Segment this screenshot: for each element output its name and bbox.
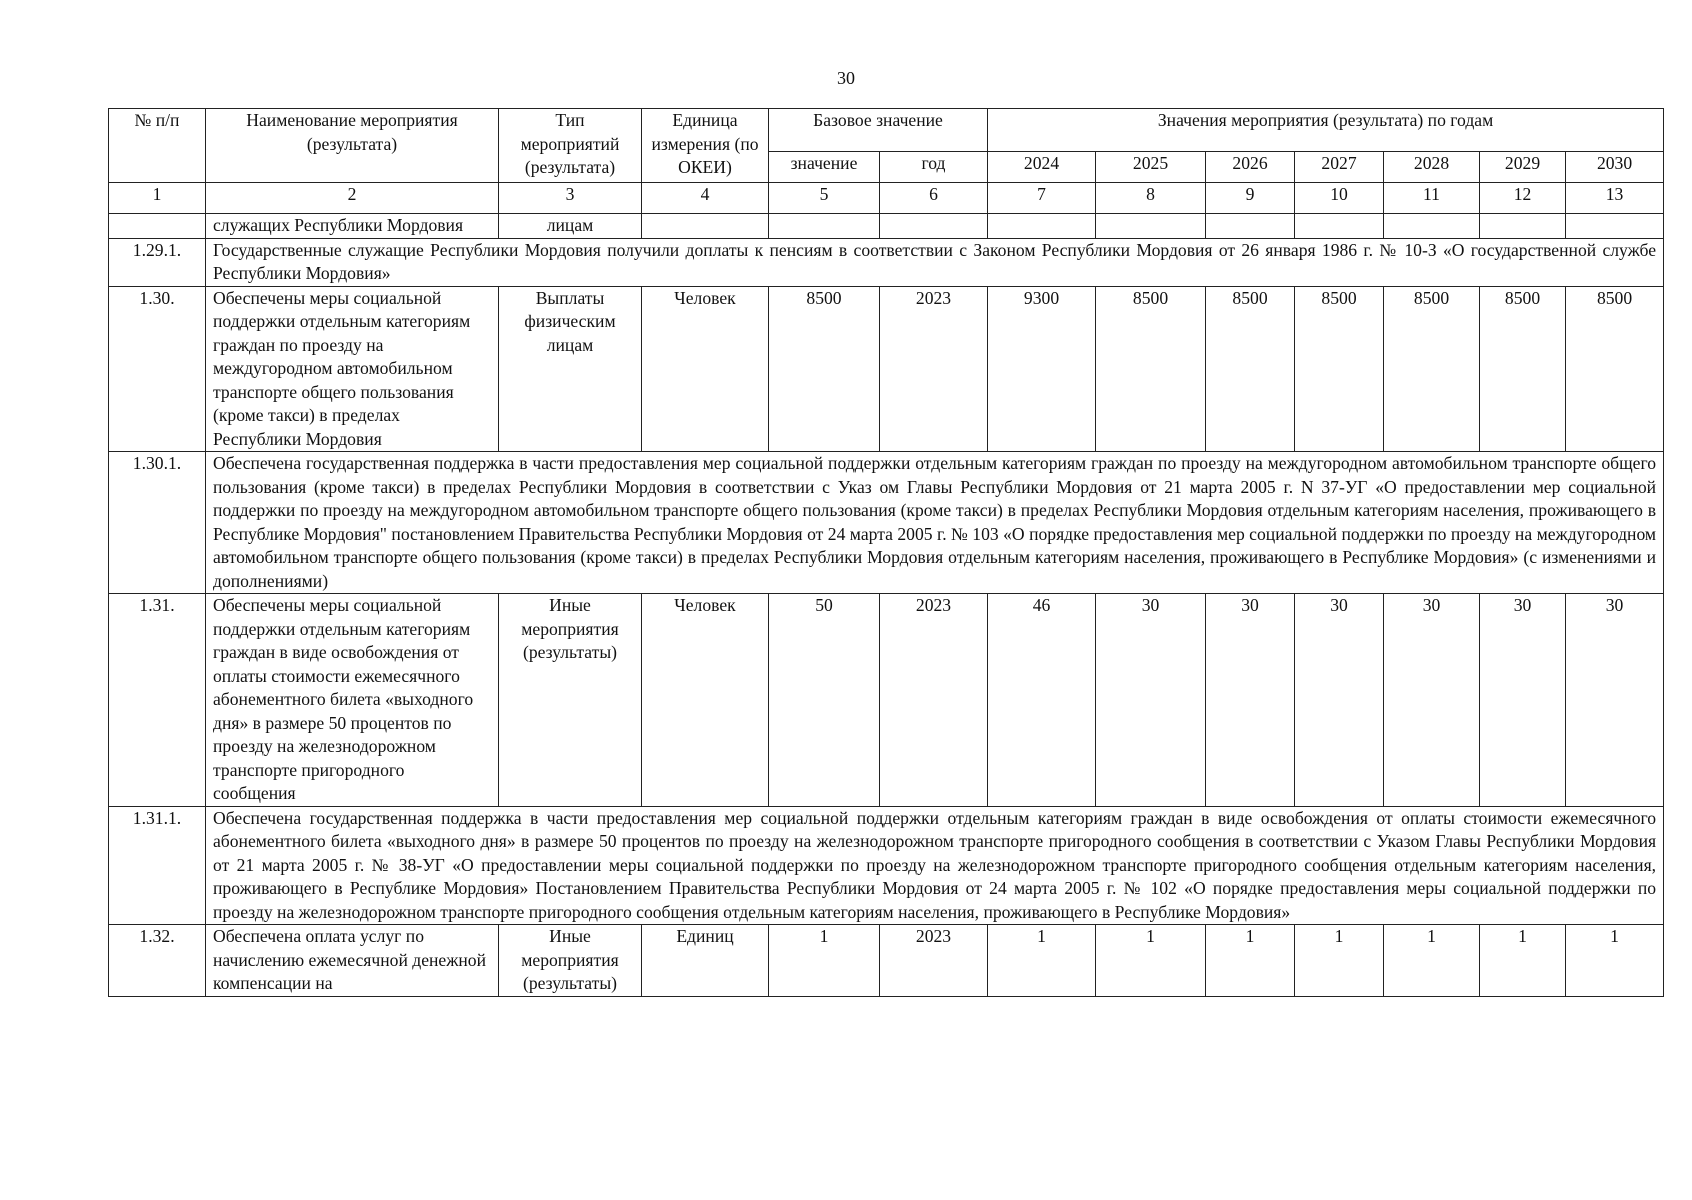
row-value: [988, 214, 1096, 239]
row-value: [1384, 214, 1480, 239]
column-number: 11: [1384, 183, 1480, 214]
row-unit: [642, 214, 769, 239]
table-row: [109, 925, 1664, 997]
row-type: Выплаты физическим лицам: [499, 286, 642, 452]
table-row: [109, 452, 1664, 594]
row-value: 8500: [1566, 286, 1664, 452]
row-value: 30: [1206, 594, 1295, 807]
row-value: [1566, 214, 1664, 239]
row-num: 1.32.: [109, 925, 206, 997]
row-base-value: [769, 214, 880, 239]
row-unit: Единиц: [642, 925, 769, 997]
row-value: 1: [1384, 925, 1480, 997]
header-years-group: Значения мероприятия (результата) по годам: [988, 109, 1664, 152]
column-number: 5: [769, 183, 880, 214]
table-row: [109, 286, 1664, 452]
header-year: 2026: [1206, 152, 1295, 183]
row-value: 46: [988, 594, 1096, 807]
row-value: [1480, 214, 1566, 239]
header-base-year: год: [880, 152, 988, 183]
header-num: № п/п: [109, 109, 206, 183]
table-row: [109, 238, 1664, 286]
column-number: 13: [1566, 183, 1664, 214]
row-num: [109, 214, 206, 239]
row-value: 8500: [1096, 286, 1206, 452]
row-value: 1: [1480, 925, 1566, 997]
row-type: Иные мероприятия (результаты): [499, 925, 642, 997]
header-year: 2029: [1480, 152, 1566, 183]
header-type: Тип мероприятий (результата): [499, 109, 642, 183]
table-row: [109, 806, 1664, 925]
header-row-1: [109, 109, 1664, 152]
row-base-year: 2023: [880, 925, 988, 997]
row-value: 1: [1096, 925, 1206, 997]
row-unit: Человек: [642, 594, 769, 807]
column-numbers-row: [109, 183, 1664, 214]
row-value: [1096, 214, 1206, 239]
row-type: лицам: [499, 214, 642, 239]
header-year: 2027: [1295, 152, 1384, 183]
row-name: Обеспечены меры социальной поддержки отдельным категориям граждан в виде освобождения от оплаты стоимости ежемесячного абонементного билета «выходного дня» в размере 50 процентов по проезду на железнодорожном транспорте пригородного сообщения: [206, 594, 499, 807]
row-description: Обеспечена государственная поддержка в части предоставления мер социальной поддержки отдельным категориям граждан в виде освобождения от оплаты стоимости ежемесячного абонементного билета «выходного дня» в размере 50 процентов по проезду на железнодорожном транспорте пригородного сообщения в соответствии с Указом Главы Республики Мордовия от 21 марта 2005 г. № 38-УГ «О предоставлении меры социальной поддержки по проезду на железнодорожном транспорте пригородного сообщения отдельным категориям населения, проживающего в Республике Мордовия» Постановлением Правительства Республики Мордовия от 24 марта 2005 г. № 102 «О порядке предоставления меры социальной поддержки по проезду на железнодорожном транспорте пригородного сообщения отдельным категориям населения, проживающего в Республике Мордовия»: [206, 806, 1664, 925]
column-number: 6: [880, 183, 988, 214]
row-value: 30: [1566, 594, 1664, 807]
row-value: 1: [1295, 925, 1384, 997]
table-row: [109, 214, 1664, 239]
row-value: 8500: [1384, 286, 1480, 452]
column-number: 1: [109, 183, 206, 214]
row-type: Иные мероприятия (результаты): [499, 594, 642, 807]
row-value: 30: [1096, 594, 1206, 807]
column-number: 3: [499, 183, 642, 214]
column-number: 8: [1096, 183, 1206, 214]
header-year: 2028: [1384, 152, 1480, 183]
header-unit: Единица измерения (по ОКЕИ): [642, 109, 769, 183]
row-num: 1.31.1.: [109, 806, 206, 925]
column-number: 12: [1480, 183, 1566, 214]
row-name: Обеспечена оплата услуг по начислению ежемесячной денежной компенсации на: [206, 925, 499, 997]
row-value: [1206, 214, 1295, 239]
row-value: [1295, 214, 1384, 239]
row-name: служащих Республики Мордовия: [206, 214, 499, 239]
header-year: 2024: [988, 152, 1096, 183]
row-value: 1: [1206, 925, 1295, 997]
row-description: Обеспечена государственная поддержка в части предоставления мер социальной поддержки отдельным категориям граждан по проезду на междугородном автомобильном транспорте общего пользования (кроме такси) в пределах Республики Мордовия в соответствии с Указ ом Главы Республики Мордовия от 21 марта 2005 г. N 37-УГ «О предоставлении мер социальной поддержки по проезду на междугородном автомобильном транспорте общего пользования (кроме такси) в пределах Республики Мордовия отдельным категориям населения, проживающего в Республике Мордовия" постановлением Правительства Республики Мордовия от 24 марта 2005 г. № 103 «О порядке предоставления мер социальной поддержки по проезду на междугородном автомобильном транспорте общего пользования (кроме такси) в пределах Республики Мордовия отдельным категориям населения, проживающего в Республике Мордовия» (с изменениями и дополнениями): [206, 452, 1664, 594]
row-value: 1: [1566, 925, 1664, 997]
row-description: Государственные служащие Республики Мордовия получили доплаты к пенсиям в соответствии с Законом Республики Мордовия от 26 января 1986 г. № 10-З «О государственной службе Республики Мордовия»: [206, 238, 1664, 286]
column-number: 7: [988, 183, 1096, 214]
column-number: 2: [206, 183, 499, 214]
column-number: 4: [642, 183, 769, 214]
header-base: Базовое значение: [769, 109, 988, 152]
row-base-value: 50: [769, 594, 880, 807]
row-num: 1.30.1.: [109, 452, 206, 594]
row-base-value: 1: [769, 925, 880, 997]
page-number: 30: [837, 68, 855, 88]
header-year: 2025: [1096, 152, 1206, 183]
row-base-value: 8500: [769, 286, 880, 452]
row-base-year: 2023: [880, 286, 988, 452]
header-year: 2030: [1566, 152, 1664, 183]
row-value: 8500: [1206, 286, 1295, 452]
row-value: 30: [1295, 594, 1384, 807]
row-unit: Человек: [642, 286, 769, 452]
header-name: Наименование мероприятия (результата): [206, 109, 499, 183]
row-value: 1: [988, 925, 1096, 997]
row-value: 30: [1384, 594, 1480, 807]
activities-table: [108, 108, 1664, 997]
row-value: 9300: [988, 286, 1096, 452]
row-num: 1.31.: [109, 594, 206, 807]
row-base-year: [880, 214, 988, 239]
column-number: 9: [1206, 183, 1295, 214]
row-value: 30: [1480, 594, 1566, 807]
row-value: 8500: [1480, 286, 1566, 452]
row-name: Обеспечены меры социальной поддержки отдельным категориям граждан по проезду на междугородном автомобильном транспорте общего пользования (кроме такси) в пределах Республики Мордовия: [206, 286, 499, 452]
row-value: 8500: [1295, 286, 1384, 452]
table-row: [109, 594, 1664, 807]
row-base-year: 2023: [880, 594, 988, 807]
header-base-value: значение: [769, 152, 880, 183]
column-number: 10: [1295, 183, 1384, 214]
row-num: 1.30.: [109, 286, 206, 452]
row-num: 1.29.1.: [109, 238, 206, 286]
